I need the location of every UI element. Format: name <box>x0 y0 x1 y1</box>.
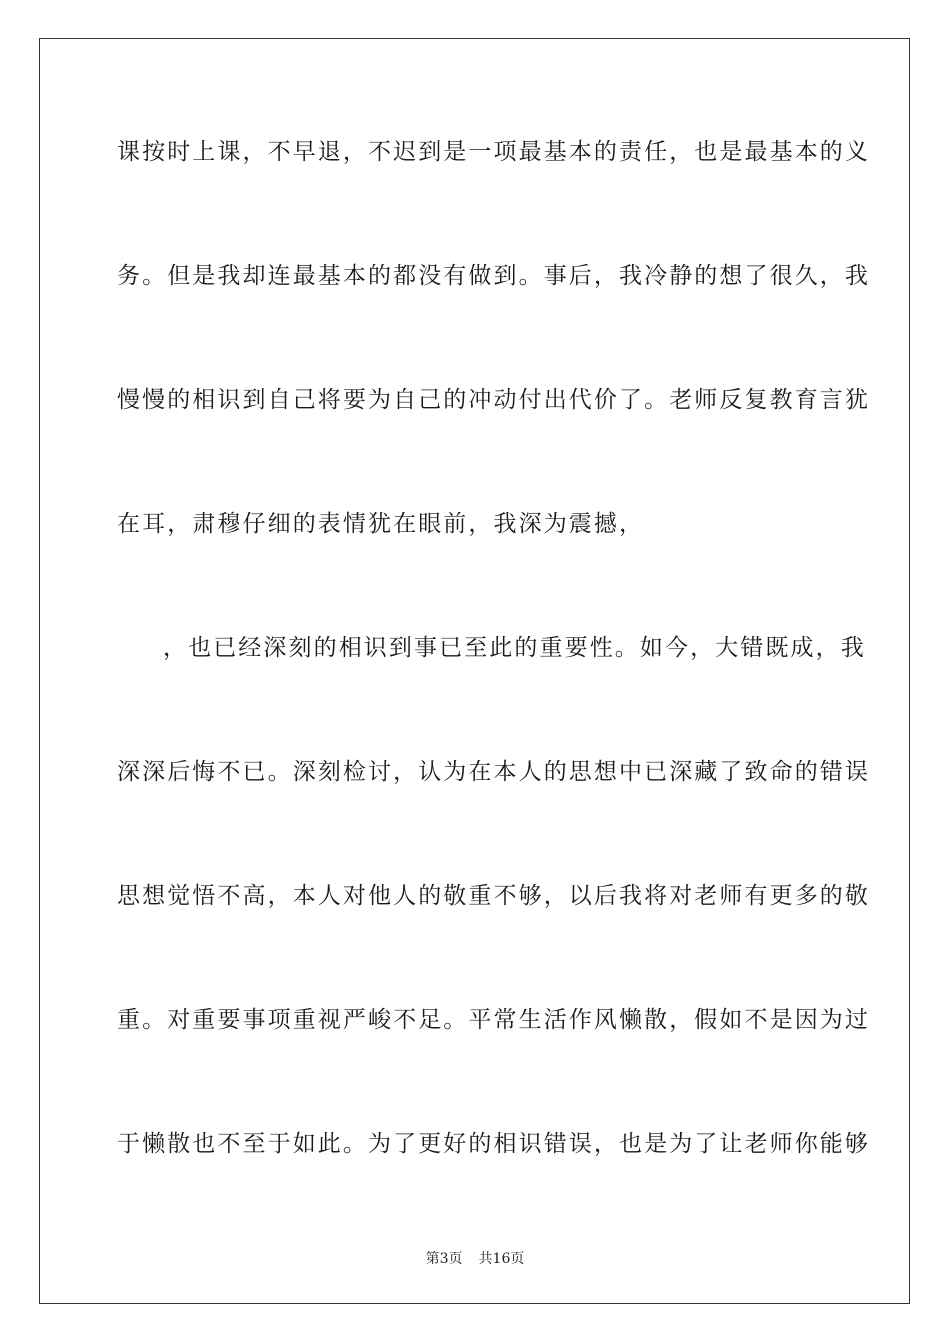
page-total: 共16页 <box>478 1251 525 1267</box>
text-line-1: 课按时上课，不早退，不迟到是一项最基本的责任，也是最基本的义 <box>117 139 870 165</box>
text-line-3: 慢慢的相识到自己将要为自己的冲动付出代价了。老师反复教育言犹 <box>117 387 870 413</box>
text-line-9: 于懒散也不至于如此。为了更好的相识错误，也是为了让老师你能够 <box>117 1131 870 1157</box>
text-line-4: 在耳，肃穆仔细的表情犹在眼前，我深为震撼， <box>117 511 645 537</box>
page-number: 第3页 <box>425 1251 463 1267</box>
page-border <box>39 38 910 1304</box>
text-line-7: 思想觉悟不高，本人对他人的敬重不够，以后我将对老师有更多的敬 <box>117 883 870 909</box>
text-line-6: 深深后悔不已。深刻检讨，认为在本人的思想中已深藏了致命的错误 <box>117 759 870 785</box>
text-line-5: ，也已经深刻的相识到事已至此的重要性。如今，大错既成，我 <box>163 635 866 661</box>
text-line-8: 重。对重要事项重视严峻不足。平常生活作风懒散，假如不是因为过 <box>117 1007 870 1033</box>
text-line-2: 务。但是我却连最基本的都没有做到。事后，我冷静的想了很久，我 <box>117 263 870 289</box>
page-footer <box>0 1248 950 1268</box>
